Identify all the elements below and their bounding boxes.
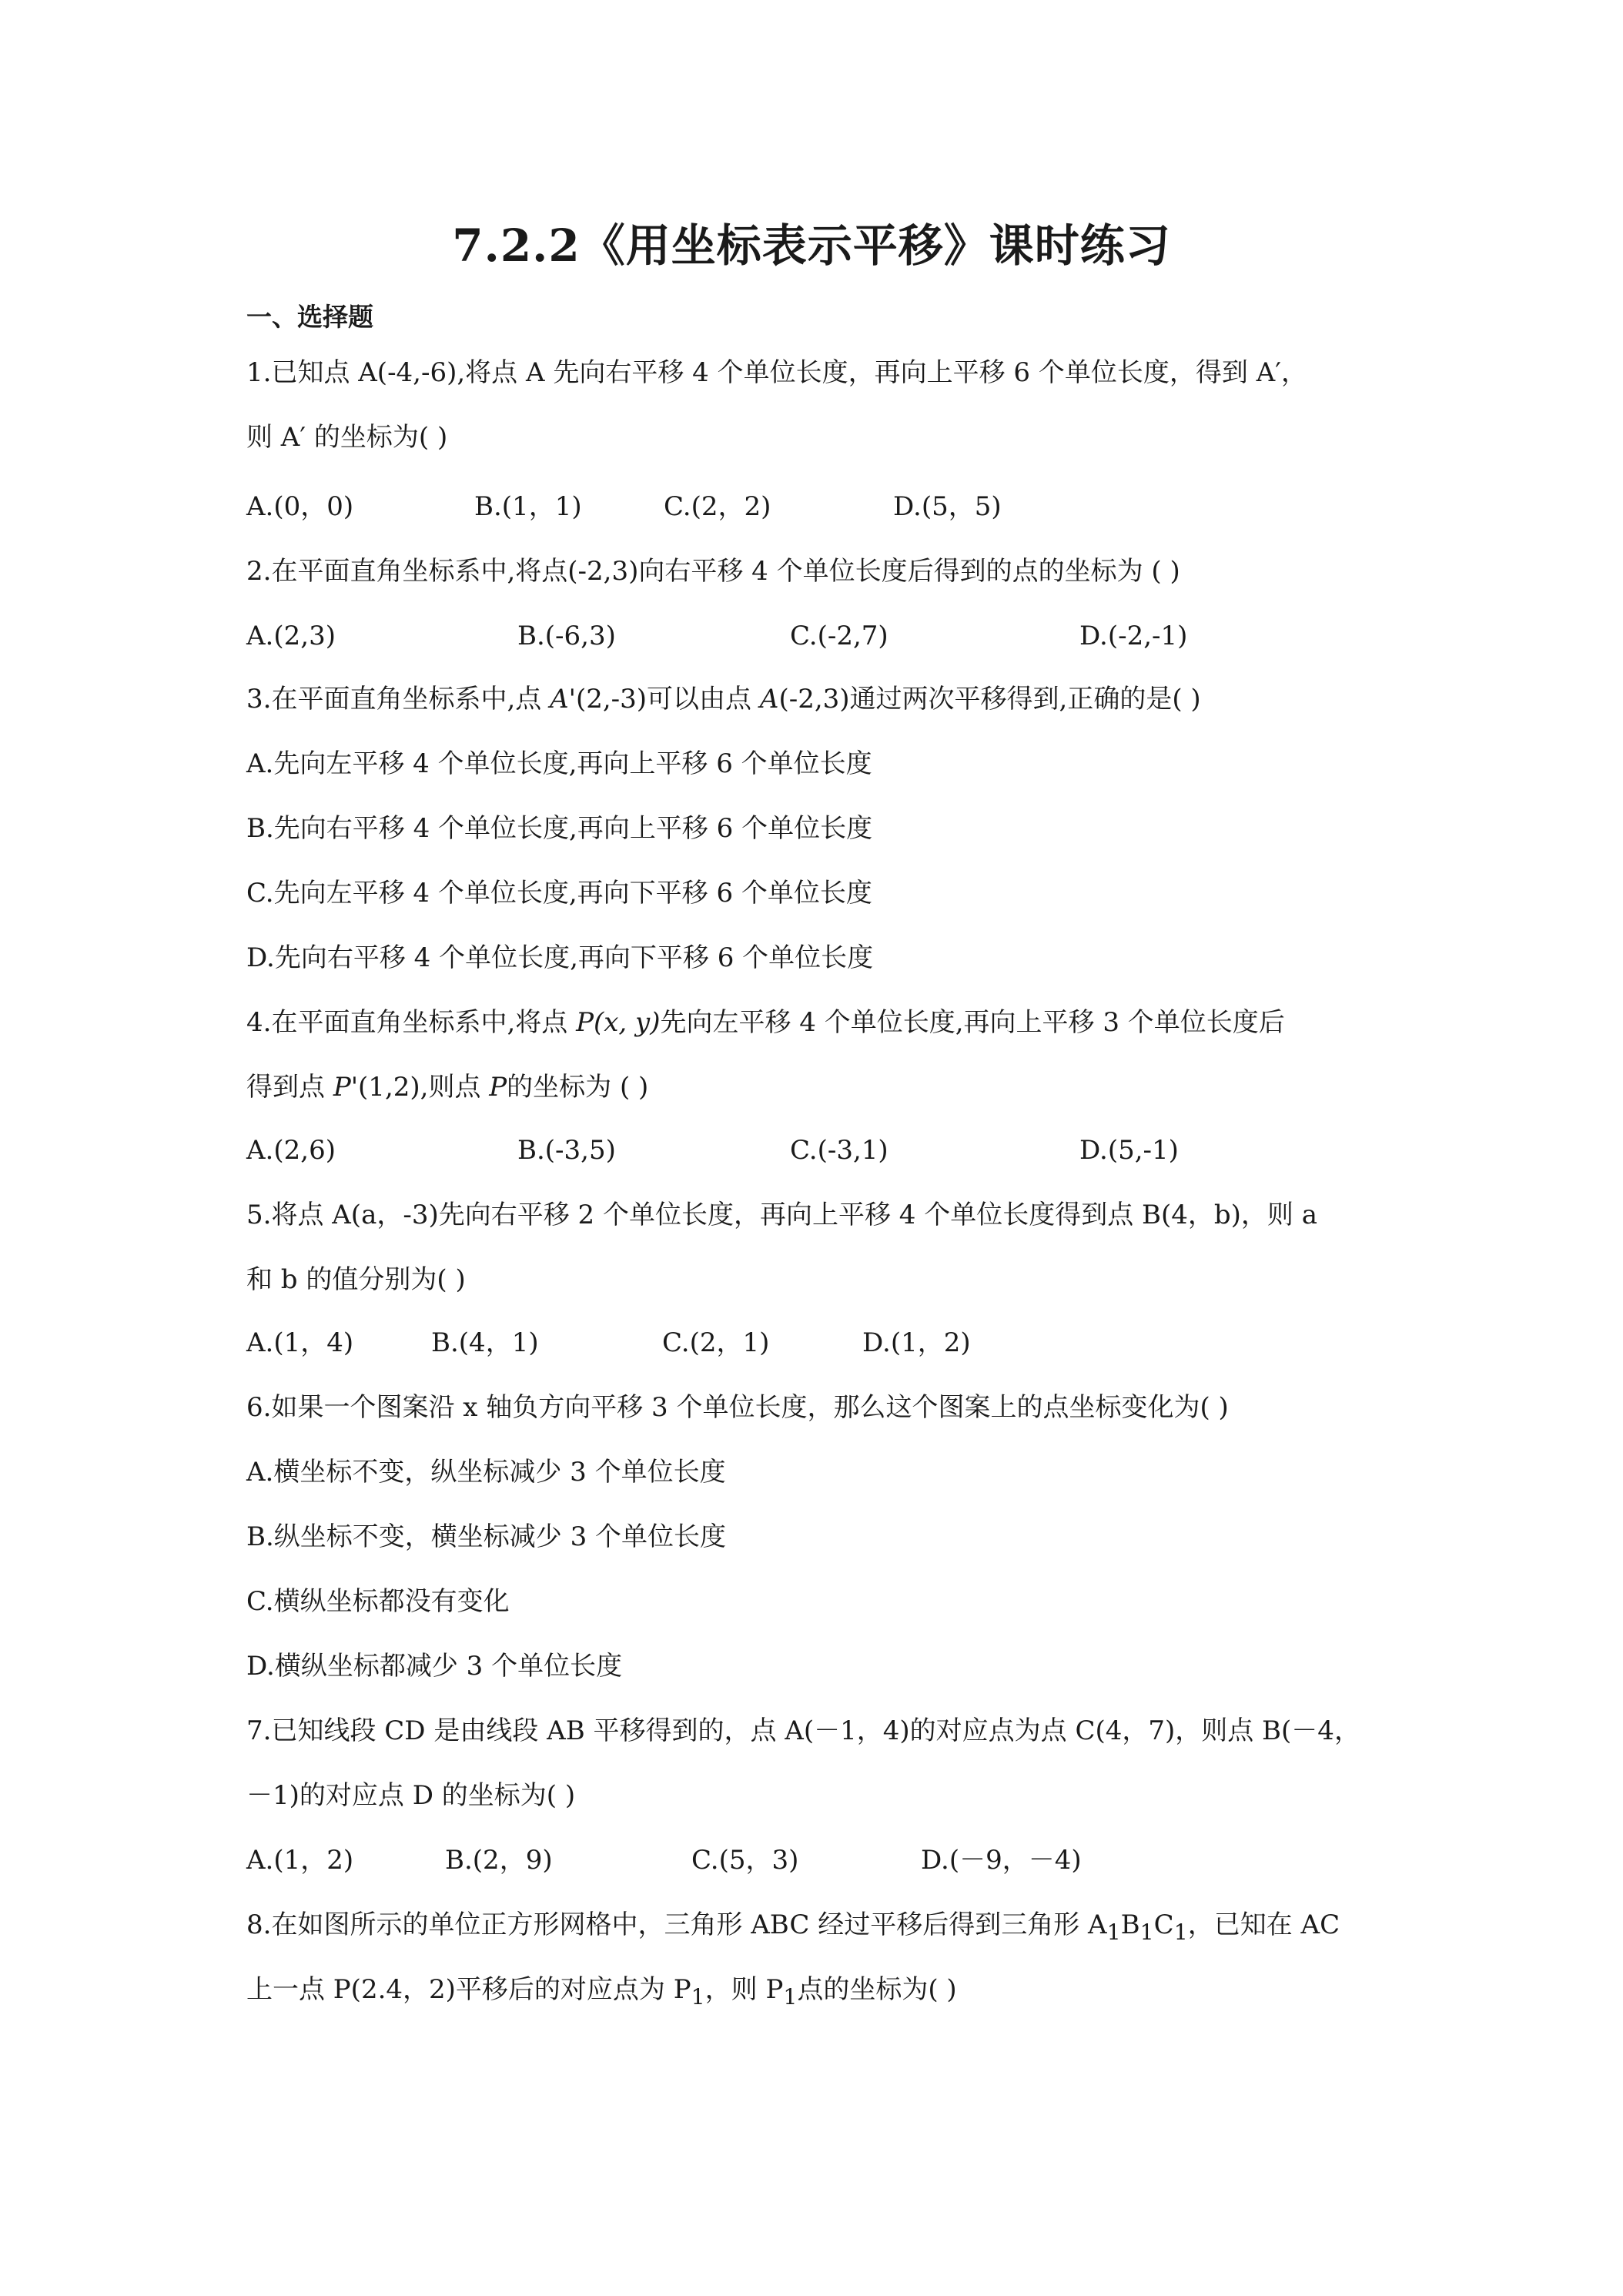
q8-l1-b: B (1120, 1909, 1140, 1940)
q4-text-post: 先向左平移 4 个单位长度,再向上平移 3 个单位长度后 (660, 1007, 1285, 1038)
q4-text-pre: 4.在平面直角坐标系中,将点 (246, 1007, 577, 1038)
q7-line1: 7.已知线段 CD 是由线段 AB 平移得到的，点 A(－1，4)的对应点为点 C(4，7)，则点 B(－4， (246, 1715, 1360, 1746)
q4-l2-post: 的坐标为 ( ) (507, 1072, 649, 1103)
q7-option-a: A.(1，2) (246, 1845, 354, 1876)
q3-option-b: B.先向右平移 4 个单位长度,再向上平移 6 个单位长度 (246, 813, 873, 844)
q8-l1-c: C (1153, 1909, 1174, 1940)
q8-l2-mid: ，则 P (704, 1974, 784, 2005)
q5-option-b: B.(4，1) (431, 1327, 539, 1358)
q7-line2: －1)的对应点 D 的坐标为( ) (246, 1780, 576, 1811)
q2-line1: 2.在平面直角坐标系中,将点(-2,3)向右平移 4 个单位长度后得到的点的坐标为 ( ) (246, 556, 1180, 587)
q4-option-c: C.(-3,1) (790, 1135, 888, 1166)
q4-option-a: A.(2,6) (246, 1135, 336, 1166)
q4-line1 (246, 1006, 1285, 1039)
q7-option-d: D.(－9，－4) (921, 1845, 1082, 1876)
q1-option-a: A.(0，0) (246, 491, 354, 522)
q2-option-b: B.(-6,3) (517, 621, 616, 651)
q6-line1: 6.如果一个图案沿 x 轴负方向平移 3 个单位长度，那么这个图案上的点坐标变化为( ) (246, 1392, 1229, 1423)
q8-l1-pre: 8.在如图所示的单位正方形网格中，三角形 ABC 经过平移后得到三角形 A (246, 1909, 1107, 1940)
q3-point-a: A (759, 684, 779, 715)
q1-option-c: C.(2，2) (664, 491, 771, 522)
q1-line2: 则 A′ 的坐标为( ) (246, 422, 448, 453)
q8-sub-p1b: 1 (783, 1983, 798, 2010)
section-heading: 一、选择题 (246, 302, 373, 332)
q5-line2: 和 b 的值分别为( ) (246, 1264, 466, 1295)
q4-l2-pre: 得到点 (246, 1072, 333, 1103)
q3-text-mid: (2,-3)可以由点 (575, 684, 760, 715)
q8-line1 (246, 1908, 1340, 1950)
page-title: 7.2.2《用坐标表示平移》课时练习 (452, 219, 1171, 272)
q8-l1-post: ，已知在 AC (1187, 1909, 1340, 1940)
q3-line1 (246, 682, 1201, 716)
q8-l2-post: 点的坐标为( ) (797, 1974, 957, 2005)
q2-option-c: C.(-2,7) (790, 621, 888, 651)
q3-text-pre: 3.在平面直角坐标系中,点 (246, 684, 550, 715)
q8-sub-p1: 1 (691, 1983, 705, 2010)
q6-option-a: A.横坐标不变，纵坐标减少 3 个单位长度 (246, 1457, 726, 1488)
q7-option-b: B.(2，9) (445, 1845, 553, 1876)
q1-line1: 1.已知点 A(-4,-6),将点 A 先向右平移 4 个单位长度，再向上平移 6 个单位长度，得到 A′， (246, 357, 1307, 388)
q6-option-b: B.纵坐标不变，横坐标减少 3 个单位长度 (246, 1521, 727, 1552)
q4-l2-mid: (1,2),则点 (358, 1072, 490, 1103)
q4-point-p: P(x, y) (576, 1007, 661, 1038)
q4-option-d: D.(5,-1) (1079, 1135, 1179, 1166)
q4-point-p2: P (489, 1072, 507, 1103)
q1-option-b: B.(1，1) (474, 491, 582, 522)
q5-option-c: C.(2，1) (662, 1327, 770, 1358)
q8-l2-pre: 上一点 P(2.4，2)平移后的对应点为 P (246, 1974, 691, 2005)
q2-option-d: D.(-2,-1) (1079, 621, 1188, 651)
q5-option-a: A.(1，4) (246, 1327, 354, 1358)
q3-option-d: D.先向右平移 4 个单位长度,再向下平移 6 个单位长度 (246, 942, 874, 973)
q3-option-c: C.先向左平移 4 个单位长度,再向下平移 6 个单位长度 (246, 878, 872, 909)
q8-line2 (246, 1973, 957, 2014)
q8-sub-b1: 1 (1139, 1919, 1154, 1945)
q3-text-post: (-2,3)通过两次平移得到,正确的是( ) (778, 684, 1201, 715)
q8-sub-a1: 1 (1106, 1919, 1121, 1945)
q3-option-a: A.先向左平移 4 个单位长度,再向上平移 6 个单位长度 (246, 748, 872, 779)
q8-sub-c1: 1 (1173, 1919, 1188, 1945)
q2-option-a: A.(2,3) (246, 621, 336, 651)
q5-option-d: D.(1，2) (862, 1327, 971, 1358)
q1-option-d: D.(5，5) (893, 491, 1002, 522)
q6-option-d: D.横纵坐标都减少 3 个单位长度 (246, 1651, 623, 1682)
q3-point-a-prime: A' (550, 684, 576, 715)
q6-option-c: C.横纵坐标都没有变化 (246, 1586, 510, 1617)
q4-option-b: B.(-3,5) (517, 1135, 616, 1166)
q4-point-p-prime: P' (333, 1072, 359, 1103)
q7-option-c: C.(5，3) (691, 1845, 799, 1876)
q4-line2 (246, 1070, 648, 1104)
q5-line1: 5.将点 A(a，-3)先向右平移 2 个单位长度，再向上平移 4 个单位长度得到点 B(4，b)，则 a (246, 1200, 1318, 1230)
